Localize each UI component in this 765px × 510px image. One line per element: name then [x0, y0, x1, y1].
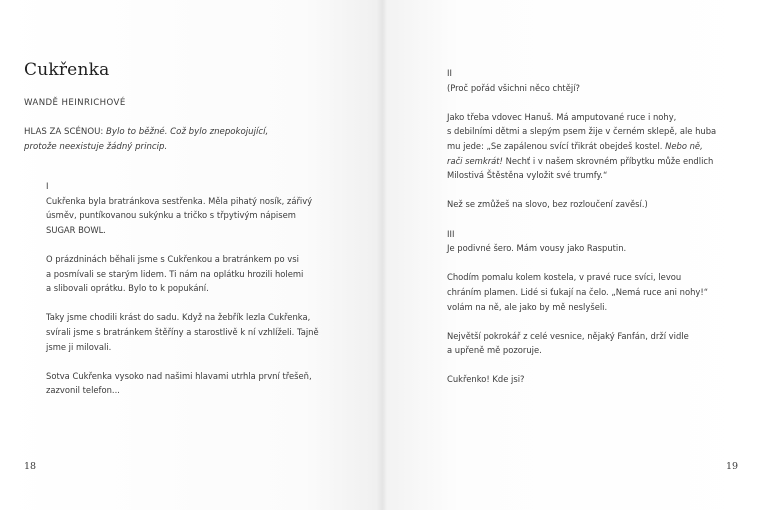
text-line: chráním plamen. Lidé si ťukají na čelo. „Nemá ruce ani nohy!“ [447, 286, 709, 297]
voice-label: HLAS ZA SCÉNOU: [24, 127, 104, 137]
text-line: jsme ji milovali. [46, 341, 112, 352]
section-heading: I [46, 181, 49, 191]
text-line: Chodím pomalu kolem kostela, v pravé ruce svíci, levou [447, 272, 682, 283]
text-line: úsměv, puntíkovanou sukýnku a tričko s třpytivým nápisem [46, 210, 296, 221]
paragraph [447, 110, 747, 183]
text-line: O prázdninách běhali jsme s Cukřenkou a bratránkem po vsi [46, 253, 299, 264]
offstage-voice [24, 125, 324, 154]
section-1 [46, 179, 346, 413]
text-line: Jako třeba vdovec Hanuš. Má amputované ruce i nohy, [447, 111, 677, 122]
paragraph [46, 194, 346, 238]
text-line: Cukřenka byla bratránkova sestřenka. Měla pihatý nosík, zářivý [46, 195, 313, 206]
text-line: a posmívali se starým lidem. Ti nám na oplátku hrozili holemi [46, 268, 304, 279]
text-line: Největší pokrokář z celé vesnice, nějaký Fanfán, drží vidle [447, 330, 689, 341]
text-line: volám na ně, ale jako by mě neslyšeli. [447, 301, 608, 312]
left-page [0, 0, 382, 510]
section-heading: II [447, 68, 452, 78]
text-line: zazvonil telefon... [46, 385, 120, 396]
paragraph [447, 329, 747, 358]
page-number: 18 [24, 461, 37, 472]
section-heading: III [447, 228, 455, 239]
text-line: Milostivá Štěstěna vyložit své trumfy.“ [447, 170, 608, 181]
voice-line-1: Bylo to běžné. Což bylo znepokojující, [106, 127, 269, 137]
paragraph [447, 270, 747, 314]
paragraph: Než se zmůžeš na slovo, bez rozloučení zavěsí.) [447, 199, 648, 210]
text-line: SUGAR BOWL. [46, 224, 106, 235]
text-line: a upřeně mě pozoruje. [447, 345, 542, 356]
text-line-italic: rači semkrát! [447, 155, 503, 166]
text-line: a slibovali oprátku. Bylo to k popukání. [46, 283, 209, 294]
dedication: WANDĚ HEINRICHOVÉ [24, 98, 126, 108]
right-page [383, 0, 765, 510]
text-line: Sotva Cukřenka vysoko nad našimi hlavami utrhla první třešeň, [46, 370, 312, 381]
paragraph [46, 369, 346, 398]
text-line: svírali jsme s bratránkem štěříny a starostlivě k ní vzhlíželi. Tajně [46, 326, 319, 337]
text-line: s debilními dětmi a slepým psem žije v černém sklepě, ale huba [447, 126, 717, 137]
paragraph [46, 252, 346, 296]
page-number: 19 [726, 461, 739, 472]
text-line: mu jede: „Se zapálenou svící třikrát obejdeš kostel. [447, 140, 663, 151]
poem-title: Cukřenka [24, 60, 110, 80]
text-line: Nechť i v našem skrovném příbytku může endlich [505, 155, 714, 166]
voice-line-2: protože neexistuje žádný princip. [24, 141, 168, 152]
paragraph [46, 310, 346, 354]
text-line: Taky jsme chodili krást do sadu. Když na žebřík lezla Cukřenka, [46, 312, 311, 323]
paragraph: Je podivné šero. Mám vousy jako Rasputin. [447, 243, 627, 254]
paragraph: Cukřenko! Kde jsi? [447, 374, 525, 385]
text-line-italic: Nebo ně, [665, 140, 703, 151]
sections-2-3 [447, 66, 747, 402]
section-subheading: (Proč pořád všichni něco chtějí? [447, 82, 580, 93]
